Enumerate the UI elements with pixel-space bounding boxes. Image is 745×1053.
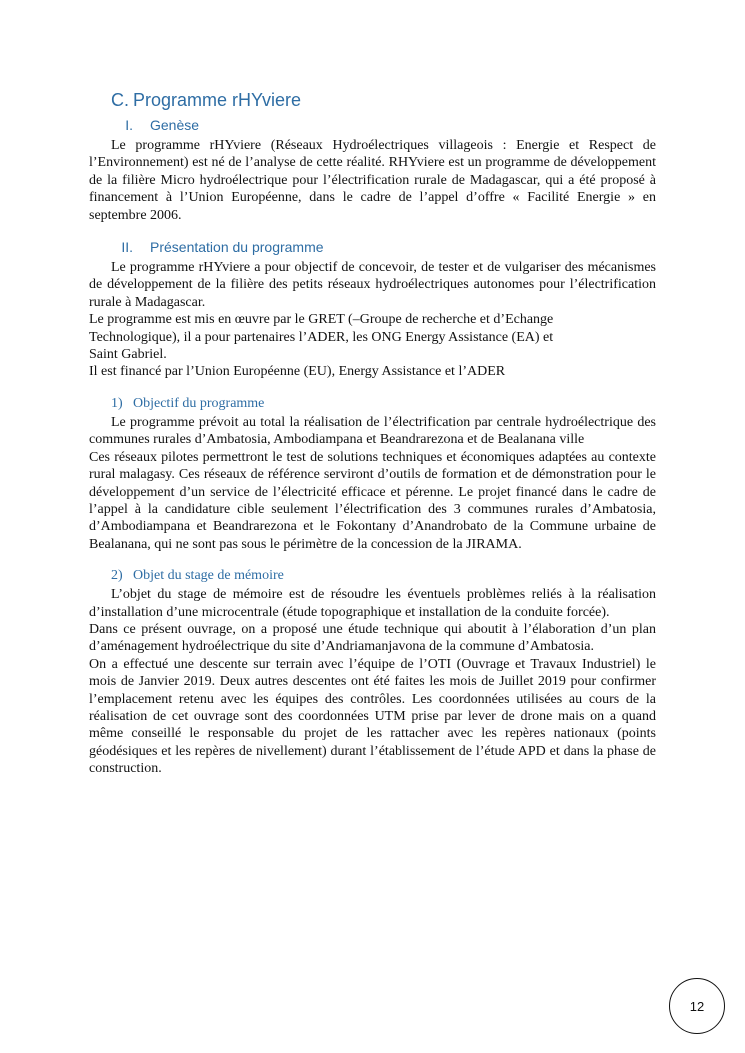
presentation-line: Saint Gabriel. (89, 347, 167, 363)
stage-title: Objet du stage de mémoire (133, 568, 284, 584)
presentation-paragraph: Le programme rHYviere a pour objectif de concevoir, de tester et de vulgariser des mécanismes de développement de la filière des petits réseaux hydroélectriques autonomes pour l’électrification rurale à Madagascar. (89, 260, 656, 310)
section-heading (111, 88, 656, 112)
genese-paragraph: Le programme rHYviere (Réseaux Hydroélectriques villageois : Energie et Respect de l’Environnement) est né de l’analyse de cette réalité. RHYviere est un programme de développement de la filière Micro hydroélectrique pour l’électrification rurale de Madagascar, qui a été proposé à financement à l’Union Européenne, dans le cadre de l’appel d’offre « Facilité Energie » en septembre 2006. (89, 138, 656, 223)
stage-number: 2) (111, 568, 123, 584)
presentation-number: II. (121, 239, 133, 256)
objectif-paragraph-2: Ces réseaux pilotes permettront le test de solutions techniques et économiques adaptées au contexte rural malagasy. Ces réseaux de référence serviront d’outils de formation et de démonstration pour le développement d’un service de l’électricité efficace et pérenne. Le projet financé dans le cadre de l’appel à la candidature cible seulement l’électrification des 3 communes rurales d’Ambatosia, d’Ambodiampana et Beandrarezona et le Fokontany d’Anandrobato de la Commune urbaine de Bealanana, qui ne sont pas sous le périmètre de la concession de la JIRAMA. (89, 449, 656, 552)
section-title: Programme rHYviere (133, 90, 302, 110)
objectif-title: Objectif du programme (133, 395, 265, 411)
stage-paragraph-3: On a effectué une descente sur terrain avec l’équipe de l’OTI (Ouvrage et Travaux Industriel) le mois de Janvier 2019. Deux autres descentes ont été faites les mois de Juillet 2019 pour confirmer l’emplacement retenu avec les équipes des contrôles. Les coordonnées utilisées au cours de la réalisation de cet ouvrage sont des coordonnées UTM prise par lever de drone mais on a quand même conseillé le responsable du projet de les rattacher avec les repères nationaux (points géodésiques et les repères de nivellement) durant l’établissement de l’étude APD et dans la phase de construction. (89, 656, 656, 777)
objectif-number: 1) (111, 395, 123, 411)
presentation-line: Technologique), il a pour partenaires l’ADER, les ONG Energy Assistance (EA) et (89, 329, 554, 345)
presentation-line: Le programme est mis en œuvre par le GRET (–Groupe de recherche et d’Echange (89, 312, 554, 328)
presentation-line: Il est financé par l’Union Européenne (EU), Energy Assistance et l’ADER (89, 364, 506, 380)
section-number: C. (111, 90, 129, 110)
stage-heading (111, 567, 656, 585)
page-content (89, 88, 656, 778)
genese-heading (89, 116, 656, 135)
objectif-paragraph-1: Le programme prévoit au total la réalisation de l’électrification par centrale hydroélectrique des communes rurales d’Ambatosia, Ambodiampana et Beandrarezona et de Bealanana ville (89, 414, 656, 448)
objectif-heading (111, 395, 656, 413)
stage-paragraph-2: Dans ce présent ouvrage, on a proposé une étude technique qui aboutit à l’élaboration d’un plan d’aménagement hydroélectrique du site d’Andriamanjavona de la commune d’Ambatosia. (89, 621, 656, 655)
page-number: 12 (669, 978, 725, 1034)
genese-number: I. (125, 117, 133, 133)
presentation-heading (89, 238, 656, 257)
genese-title: Genèse (150, 117, 200, 133)
presentation-title: Présentation du programme (150, 239, 324, 256)
stage-paragraph-1: L’objet du stage de mémoire est de résoudre les éventuels problèmes reliés à la réalisation d’installation d’une microcentrale (étude topographique et installation de la conduite forcée). (89, 587, 656, 620)
